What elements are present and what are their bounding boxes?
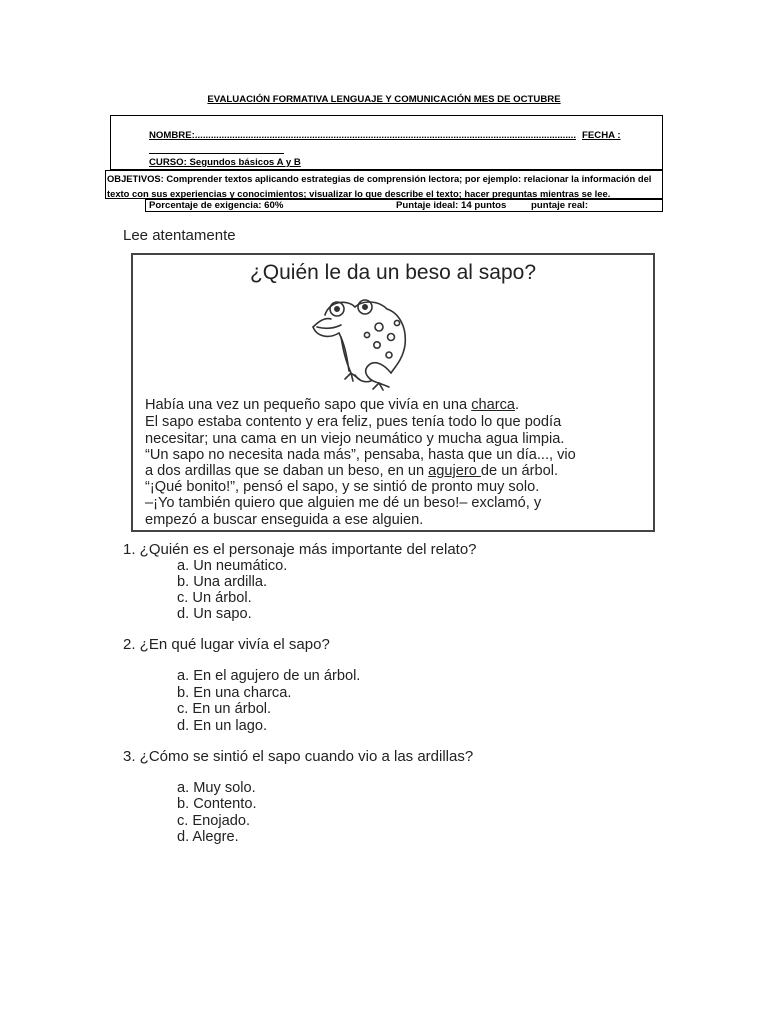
story-line <box>145 431 564 447</box>
story-line <box>145 447 576 463</box>
story-line <box>145 495 541 511</box>
answer-option[interactable]: b. Una ardilla. <box>177 574 268 590</box>
story-text: empezó a buscar enseguida a ese alguien. <box>145 512 424 528</box>
story-title: ¿Quién le da un beso al sapo? <box>249 261 537 284</box>
question-2: 2. ¿En qué lugar vivía el sapo? <box>123 636 330 653</box>
answer-option[interactable]: c. En un árbol. <box>177 701 272 717</box>
answer-option[interactable]: d. En un lago. <box>177 718 268 734</box>
objectives-text: OBJETIVOS: Comprender textos aplicando estrategias de comprensión lectora; por ejemplo: relacionar la información del texto con sus experiencias y conocimientos; visualizar lo que describe el texto; hacer preguntas mientras se lee. <box>107 173 652 199</box>
story-text: . <box>515 397 520 413</box>
ideal-score-label: Puntaje ideal: 14 puntos <box>396 200 507 211</box>
answer-option[interactable]: d. Alegre. <box>177 829 239 845</box>
underlined-word: agujero <box>428 463 481 479</box>
answer-option[interactable]: a. Muy solo. <box>177 780 256 796</box>
answer-option[interactable]: b. En una charca. <box>177 685 292 701</box>
story-text: El sapo estaba contento y era feliz, pues tenía todo lo que podía <box>145 414 562 430</box>
answer-option[interactable]: c. Enojado. <box>177 813 251 829</box>
answer-option[interactable]: a. En el agujero de un árbol. <box>177 668 361 684</box>
document-title: EVALUACIÓN FORMATIVA LENGUAJE Y COMUNICACIÓN MES DE OCTUBRE <box>207 94 561 105</box>
story-text: Había una vez un pequeño sapo que vivía en una <box>145 397 472 413</box>
instruction-text: Lee atentamente <box>123 227 236 244</box>
story-line <box>145 414 561 430</box>
story-line <box>145 512 423 528</box>
story-text: –¡Yo también quiero que alguien me dé un beso!– exclamó, y <box>145 495 542 511</box>
date-field[interactable]: FECHA : <box>582 130 621 141</box>
story-line <box>145 463 558 479</box>
answer-option[interactable]: a. Un neumático. <box>177 558 288 574</box>
answer-option[interactable]: c. Un árbol. <box>177 590 252 606</box>
question-1: 1. ¿Quién es el personaje más importante del relato? <box>123 541 477 558</box>
name-field[interactable]: NOMBRE:............................................................................................................................................... <box>149 130 576 141</box>
course-label: CURSO: Segundos básicos A y B <box>149 157 301 168</box>
underlined-word: charca <box>471 397 515 413</box>
answer-option[interactable]: b. Contento. <box>177 796 257 812</box>
story-box <box>131 253 655 532</box>
story-line <box>145 397 519 413</box>
story-text: “Un sapo no necesita nada más”, pensaba, hasta que un día..., vio <box>145 447 576 463</box>
story-text: “¡Qué bonito!”, pensó el sapo, y se sintió de pronto muy solo. <box>145 479 540 495</box>
story-text: a dos ardillas que se daban un beso, en un <box>145 463 429 479</box>
story-text: necesitar; una cama en un viejo neumático y mucha agua limpia. <box>145 431 565 447</box>
blank-line <box>149 153 284 154</box>
question-3: 3. ¿Cómo se sintió el sapo cuando vio a las ardillas? <box>123 748 474 765</box>
story-text: de un árbol. <box>480 463 559 479</box>
real-score-field[interactable]: puntaje real: <box>531 200 589 211</box>
exigency-label: Porcentaje de exigencia: 60% <box>149 200 284 211</box>
answer-option[interactable]: d. Un sapo. <box>177 606 252 622</box>
frog-illustration <box>295 293 419 393</box>
story-line <box>145 479 539 495</box>
